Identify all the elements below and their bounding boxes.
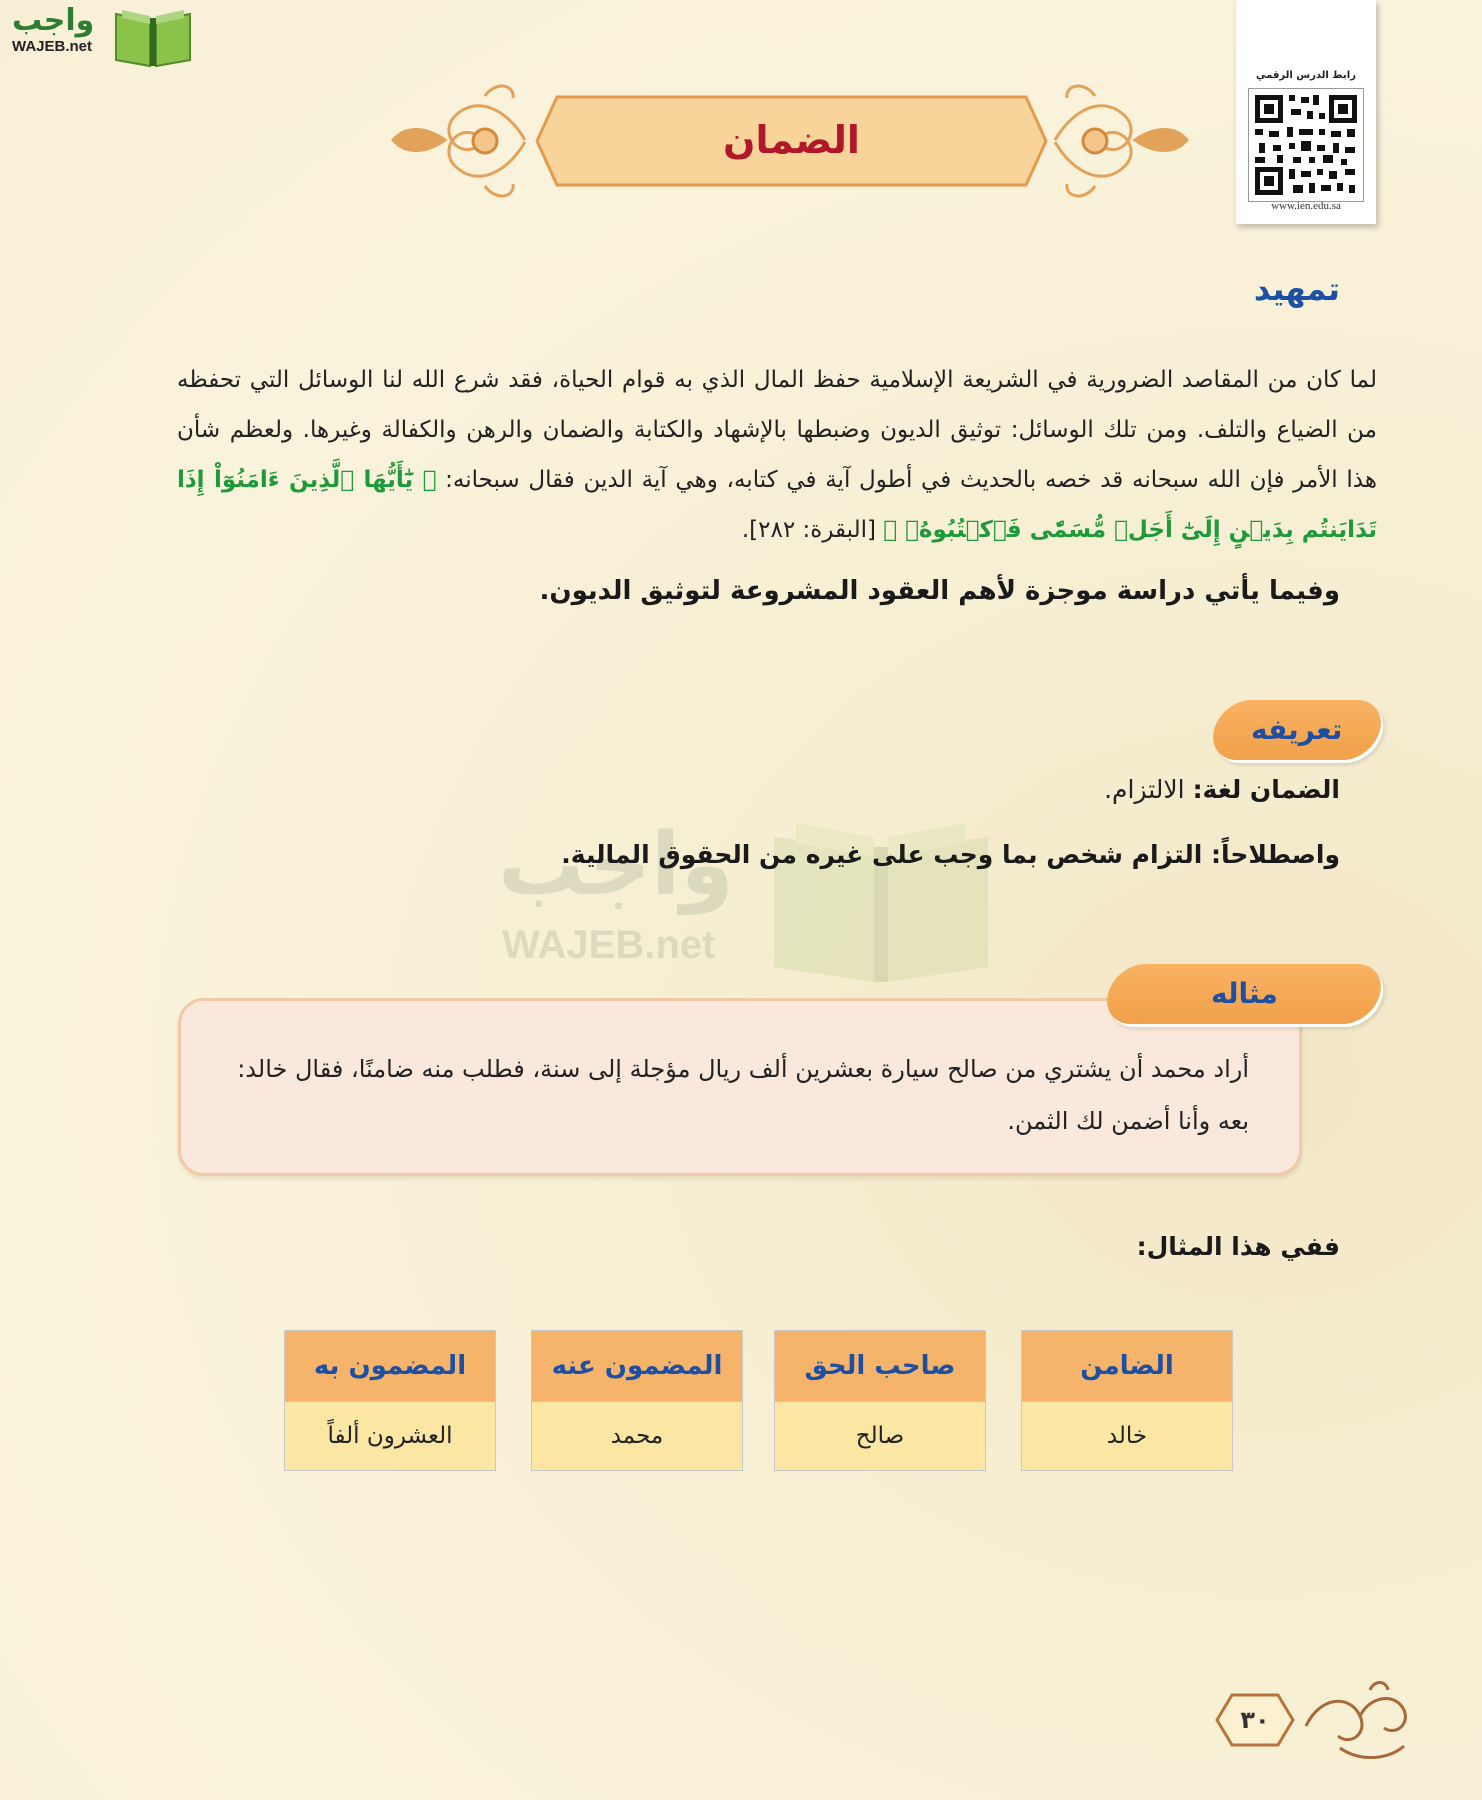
definition-linguistic-label: الضمان لغة: xyxy=(1192,775,1340,804)
table-cell: العشرون ألفاً xyxy=(284,1402,496,1471)
table-column xyxy=(531,1330,743,1471)
table-column xyxy=(284,1330,496,1471)
table-header: المضمون به xyxy=(284,1330,496,1402)
intro-paragraph xyxy=(177,355,1377,555)
page-title: الضمان xyxy=(723,118,860,162)
tab-example-label: مثاله xyxy=(1210,977,1278,1010)
page-number xyxy=(1214,1692,1296,1748)
example-text: أراد محمد أن يشتري من صالح سيارة بعشرين ألف ريال مؤجلة إلى سنة، فطلب منه ضامنًا، فقال خالد: بعه وأنا أضمن لك الثمن. xyxy=(237,1055,1249,1135)
tab-definition xyxy=(1208,700,1387,760)
table-column xyxy=(1021,1330,1233,1471)
qr-url[interactable]: www.ien.edu.sa xyxy=(1271,200,1341,212)
intro-heading: تمهيد xyxy=(1253,270,1340,308)
definition-linguistic xyxy=(1104,775,1340,804)
definition-linguistic-value: الالتزام. xyxy=(1104,775,1193,804)
table-header: صاحب الحق xyxy=(774,1330,986,1402)
definition-technical-value: التزام شخص بما وجب على غيره من الحقوق المالية. xyxy=(561,840,1211,869)
tab-example xyxy=(1102,964,1387,1024)
watermark-text-ar: واجب xyxy=(498,815,734,915)
table-cell: خالد xyxy=(1021,1402,1233,1471)
ornament-left-icon xyxy=(385,76,535,206)
table-cell: محمد xyxy=(531,1402,743,1471)
title-banner xyxy=(535,95,1048,187)
quran-verse: ﴿ يَٰٓأَيُّهَا ٱلَّذِينَ ءَامَنُوٓاْ إِذَا تَدَايَنتُم بِدَيۡنٍ إِلَىٰٓ أَجَلٖ مُّسَمّٗى فَٱكۡتُبُوهُۚ ﴾ xyxy=(177,467,1377,543)
table-header: الضامن xyxy=(1021,1330,1233,1402)
table-header: المضمون عنه xyxy=(531,1330,743,1402)
definition-technical-label: واصطلاحاً: xyxy=(1210,840,1340,869)
brand-name-ar: واجب xyxy=(12,3,95,38)
table-cell: صالح xyxy=(774,1402,986,1471)
watermark-text-en: WAJEB.net xyxy=(502,923,716,967)
ornament-right-icon xyxy=(1045,76,1195,206)
brand-logo xyxy=(8,4,194,68)
summary-line: وفيما يأتي دراسة موجزة لأهم العقود المشروعة لتوثيق الديون. xyxy=(539,576,1340,606)
definition-technical xyxy=(561,840,1340,869)
example-box xyxy=(178,998,1302,1176)
brand-name-en: WAJEB.net xyxy=(12,38,93,55)
qr-code-icon[interactable] xyxy=(1248,88,1364,202)
corner-ornament-icon xyxy=(1300,1676,1412,1766)
verse-reference: [البقرة: ٢٨٢]. xyxy=(741,517,876,543)
qr-label: رابط الدرس الرقمي xyxy=(1256,70,1356,81)
in-example-label: ففي هذا المثال: xyxy=(1136,1232,1340,1261)
tab-definition-label: تعريفه xyxy=(1251,713,1343,746)
intro-text: لما كان من المقاصد الضرورية في الشريعة الإسلامية حفظ المال الذي به قوام الحياة، فقد شرع الله لنا الوسائل التي تحفظه من الضياع والتلف. ومن تلك الوسائل: توثيق الديون وضبطها بالإشهاد والكتابة والضمان والرهن والكفالة وغيرها. ولعظم شأن هذا الأمر فإن الله سبحانه قد خصه بالحديث في أطول آية في كتابه، وهي آية الدين فقال سبحانه: xyxy=(177,367,1378,493)
book-icon xyxy=(112,6,194,68)
qr-card[interactable] xyxy=(1236,0,1376,224)
table-column xyxy=(774,1330,986,1471)
page-number-text: ٣٠ xyxy=(1240,1706,1270,1734)
